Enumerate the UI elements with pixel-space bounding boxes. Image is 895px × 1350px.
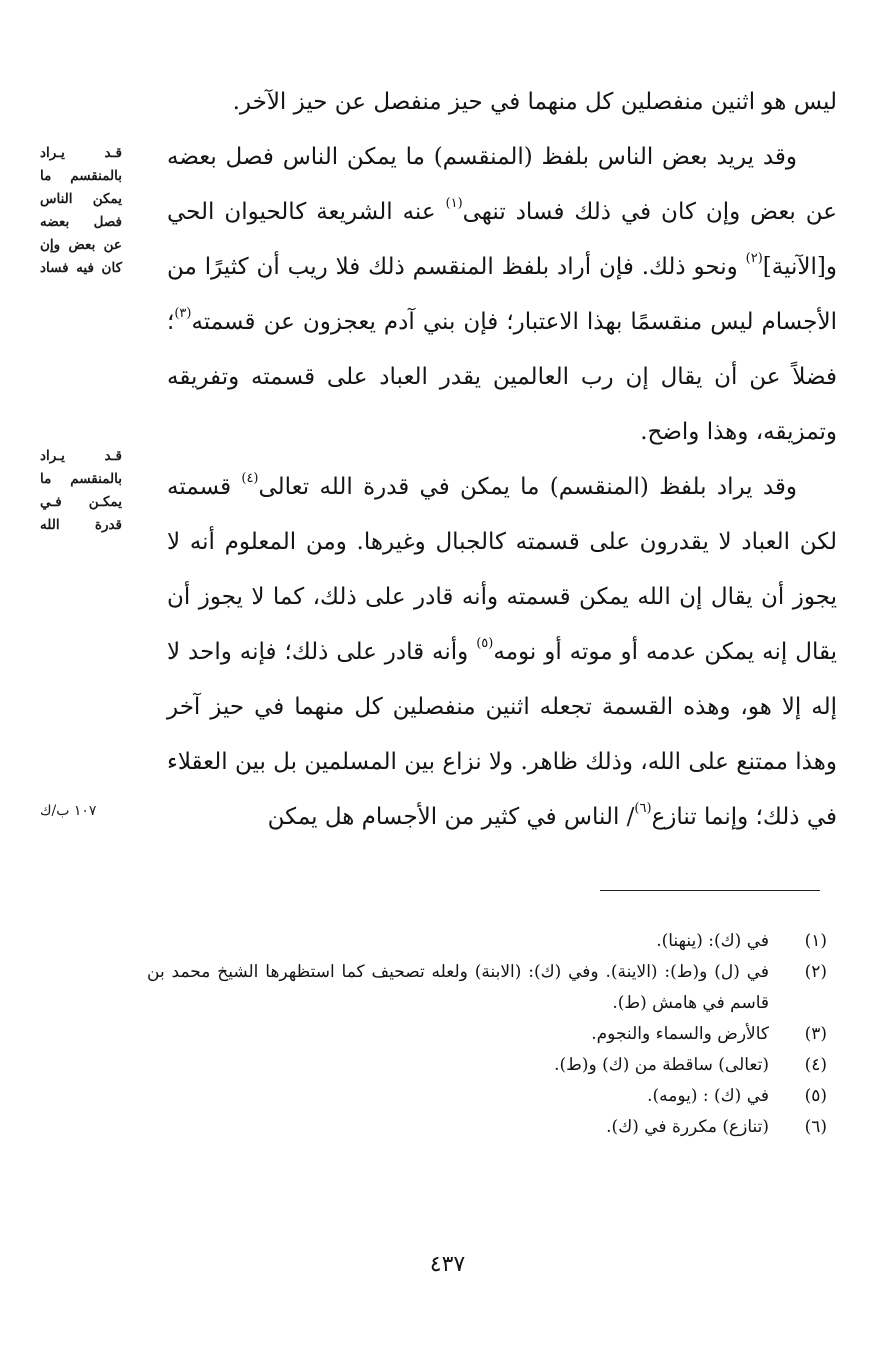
paragraph-2 bbox=[167, 460, 837, 845]
footnote-number: (٢) bbox=[804, 962, 827, 982]
margin-note-2: قـد يـراد بالمنقسم ما يمكـن فـي قدرة الله bbox=[40, 448, 122, 533]
footnotes bbox=[147, 926, 827, 1143]
paragraph-2-text-a: وقد يراد بلفظ (المنقسم) ما يمكن في قدرة الله تعالى bbox=[258, 474, 797, 500]
footnote-6 bbox=[147, 1112, 827, 1143]
footnote-separator bbox=[600, 890, 820, 891]
paragraph-1 bbox=[167, 130, 837, 460]
page-number: ٤٣٧ bbox=[429, 1252, 466, 1277]
margin-note-1: قـد يـراد بالمنقسم ما يمكن الناس فصل بعضه عن بعض وإن كان فيه فساد bbox=[40, 145, 122, 276]
footnote-text: (تعالى) ساقطة من (ك) و(ط). bbox=[554, 1055, 769, 1075]
paragraph-1-text-c: ونحو ذلك. فإن أراد بلفظ المنقسم ذلك فلا ريب أن كثيرًا من الأجسام ليس منقسمًا بهذا الاعتبار؛ فإن بني آدم يعجزون عن قسمته bbox=[167, 254, 837, 335]
footnote-ref-4[interactable]: (٤) bbox=[241, 471, 259, 486]
footnote-ref-3[interactable]: (٣) bbox=[174, 306, 192, 321]
footnote-text: كالأرض والسماء والنجوم. bbox=[591, 1024, 769, 1044]
footnote-3 bbox=[147, 1019, 827, 1050]
footnote-text: في (ك): (ينهنا). bbox=[656, 931, 769, 951]
footnote-number: (١) bbox=[804, 931, 827, 951]
paragraph-1-text-b: عنه الشريعة كالحيوان الحي و[الآنية] bbox=[167, 199, 837, 280]
footnote-number: (٦) bbox=[804, 1117, 827, 1137]
footnote-number: (٤) bbox=[804, 1055, 827, 1075]
footnote-ref-6[interactable]: (٦) bbox=[634, 801, 652, 816]
paragraph-2-text-c: وأنه قادر على ذلك؛ فإنه واحد لا إله إلا هو، وهذه القسمة تجعله اثنين منفصلين كل منهما في حيز آخر وهذا ممتنع على الله، وذلك ظاهر. ولا نزاع بين المسلمين بل بين العقلاء في ذلك؛ وإنما تنازع bbox=[167, 639, 837, 830]
main-body-text bbox=[167, 75, 837, 845]
footnote-number: (٥) bbox=[804, 1086, 827, 1106]
footnote-text: في (ك) : (يومه). bbox=[647, 1086, 769, 1106]
paragraph-0 bbox=[167, 75, 837, 130]
footnote-2 bbox=[147, 957, 827, 1019]
footnote-1 bbox=[147, 926, 827, 957]
paragraph-2-text-d: / الناس في كثير من الأجسام هل يمكن bbox=[267, 804, 635, 830]
footnote-5 bbox=[147, 1081, 827, 1112]
footnote-number: (٣) bbox=[804, 1024, 827, 1044]
paragraph-2-text-b: قسمته لكن العباد لا يقدرون على قسمته كالجبال وغيرها. ومن المعلوم أنه لا يجوز أن يقال إن الله يمكن قسمته وأنه قادر على ذلك، كما لا يجوز أن يقال إنه يمكن عدمه أو موته أو نومه bbox=[167, 474, 837, 665]
footnote-ref-5[interactable]: (٥) bbox=[476, 636, 494, 651]
footnote-text: في (ل) و(ط): (الاينة). وفي (ك): (الابنة) ولعله تصحيف كما استظهرها الشيخ محمد بن قاسم في هامش (ط). bbox=[147, 962, 769, 1013]
folio-marker: ١٠٧ ب/ك bbox=[40, 803, 97, 819]
paragraph-1-text-a: وقد يريد بعض الناس بلفظ (المنقسم) ما يمكن الناس فصل بعضه عن بعض وإن كان في ذلك فساد تنهى bbox=[167, 144, 837, 225]
footnote-text: (تنازع) مكررة في (ك). bbox=[606, 1117, 769, 1137]
footnote-4 bbox=[147, 1050, 827, 1081]
paragraph-1-text-d: ؛ فضلاً عن أن يقال إن رب العالمين يقدر العباد على قسمته وتفريقه وتمزيقه، وهذا واضح. bbox=[167, 309, 837, 445]
paragraph-0-text: ليس هو اثنين منفصلين كل منهما في حيز منفصل عن حيز الآخر. bbox=[232, 89, 837, 115]
footnote-ref-1[interactable]: (١) bbox=[445, 196, 463, 211]
footnote-ref-2[interactable]: (٢) bbox=[745, 251, 763, 266]
